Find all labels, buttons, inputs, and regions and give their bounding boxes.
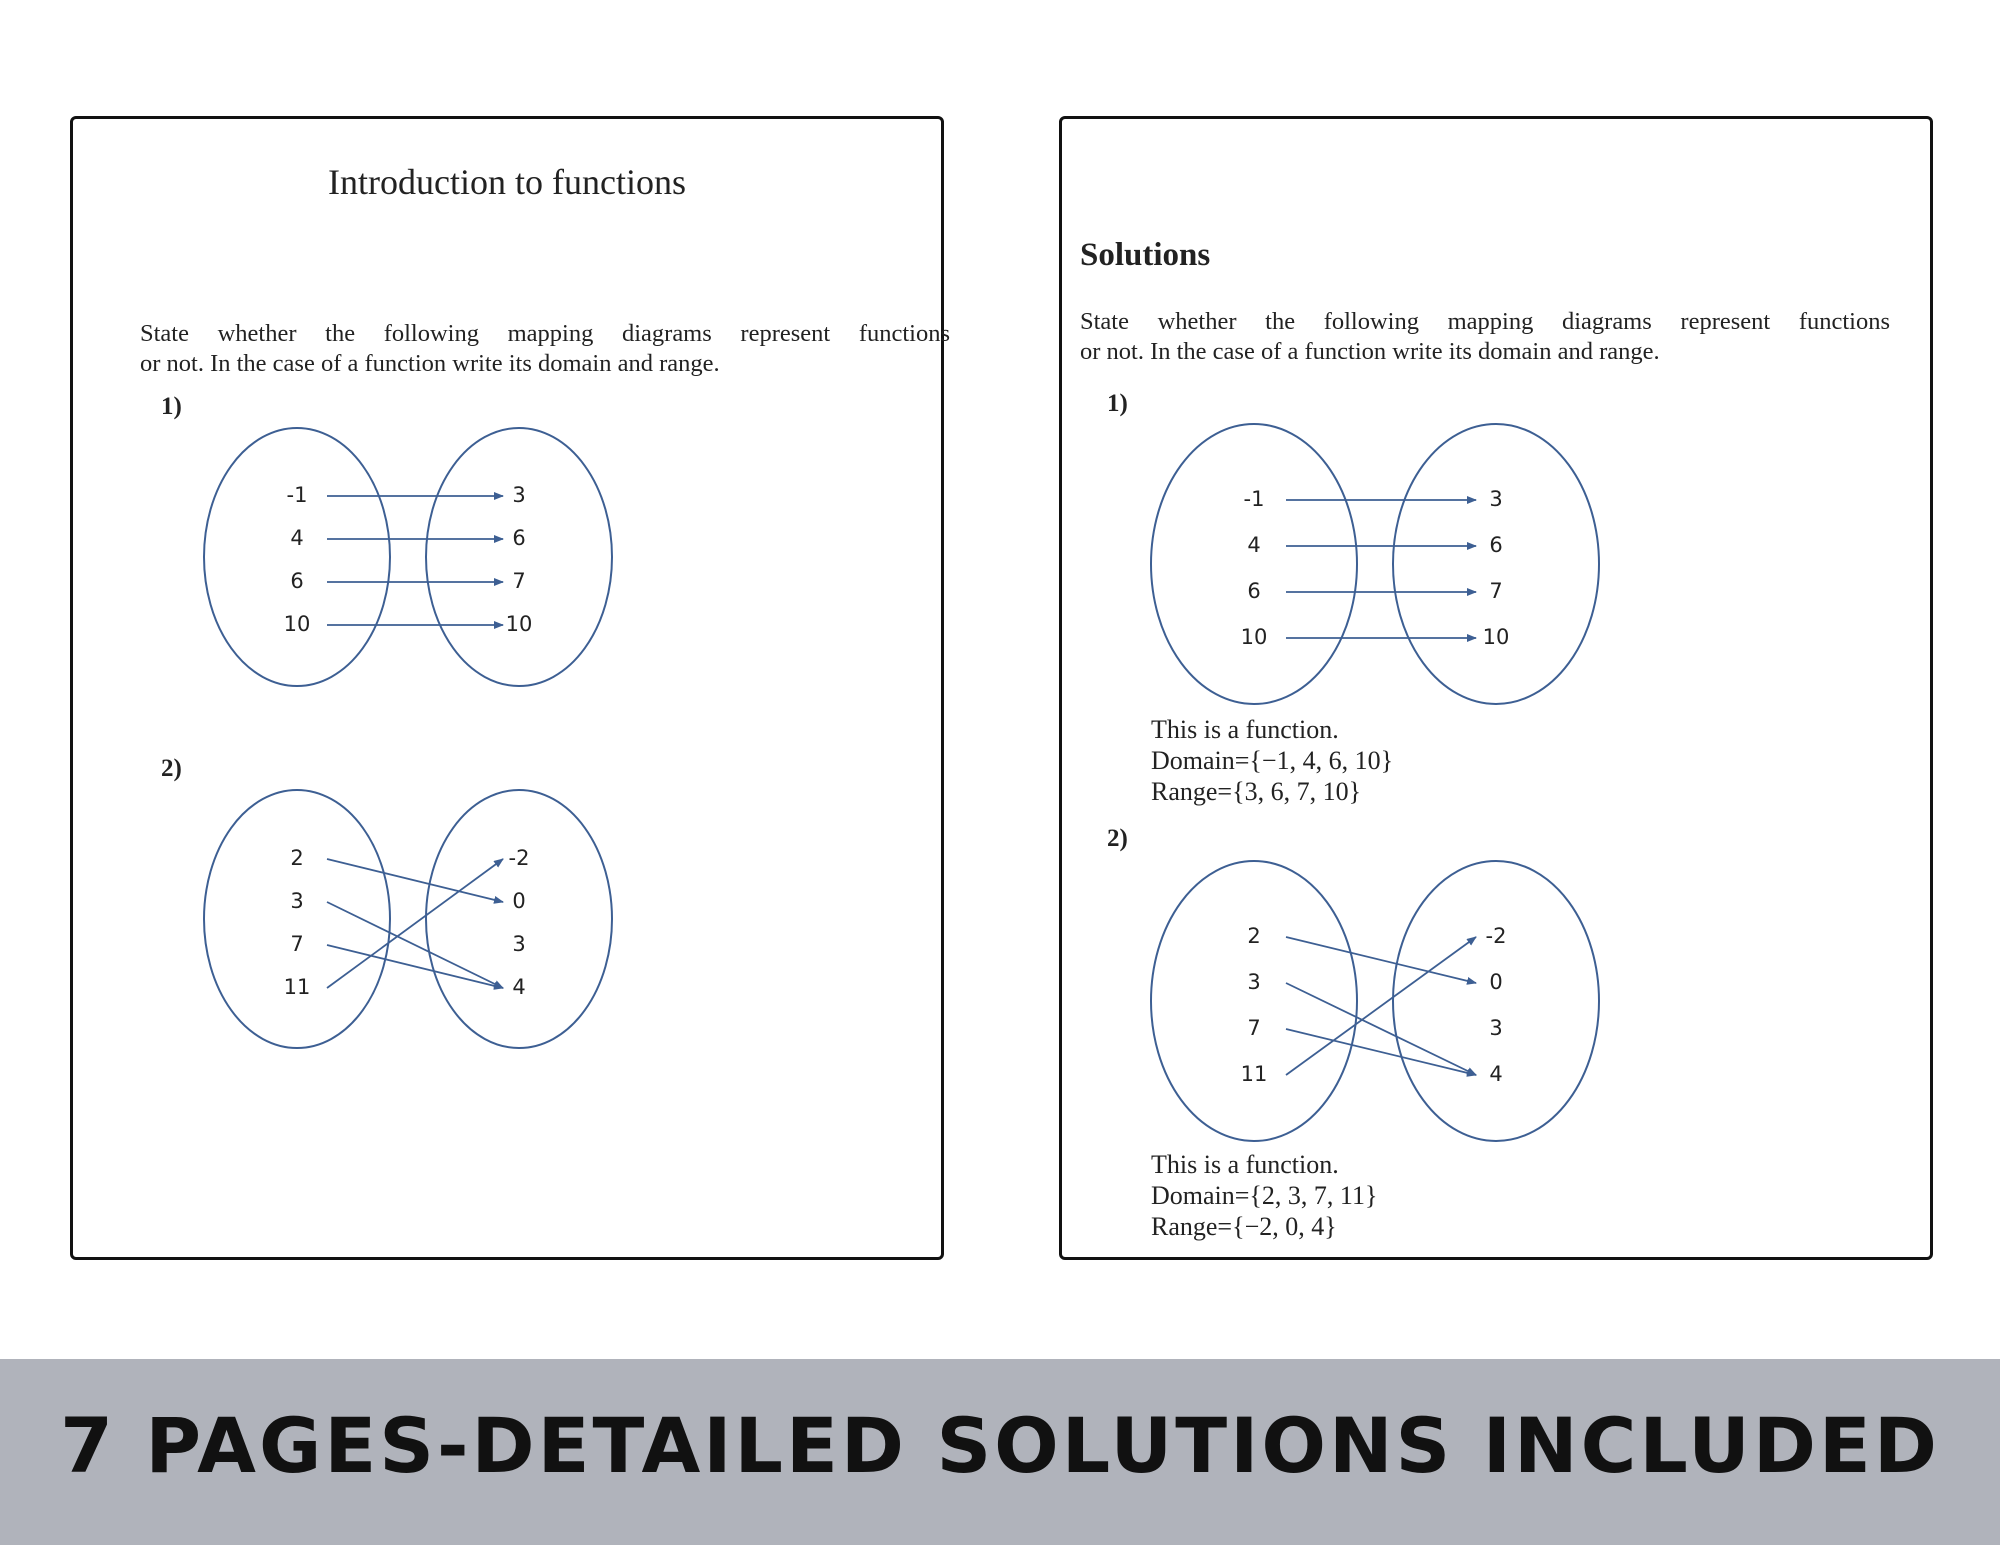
- answer-q1: [1151, 714, 1393, 807]
- mapping-arrow: [1286, 1029, 1476, 1075]
- mapping-diagram-q1: [1151, 424, 1601, 706]
- input-value: 6: [1247, 579, 1261, 603]
- output-value: -2: [1485, 924, 1507, 948]
- range-oval: [426, 790, 612, 1048]
- page-title: Introduction to functions: [328, 162, 686, 202]
- input-value: 7: [1247, 1016, 1261, 1040]
- output-value: 3: [512, 932, 526, 956]
- mapping-arrow: [327, 945, 503, 988]
- input-value: 11: [283, 975, 311, 999]
- input-value: 3: [1247, 970, 1261, 994]
- worksheet-page: [70, 116, 950, 1260]
- answer-q1-verdict: This is a function.: [1151, 715, 1339, 744]
- instructions: [140, 319, 950, 379]
- question-2-label: 2): [1107, 825, 1128, 852]
- answer-q2-domain: Domain={2, 3, 7, 11}: [1151, 1181, 1378, 1210]
- mapping-diagram-q2: [204, 789, 622, 1052]
- output-value: 0: [512, 889, 526, 913]
- input-value: 2: [1247, 924, 1261, 948]
- input-value: 10: [1240, 625, 1268, 649]
- mapping-arrow: [327, 859, 503, 902]
- mapping-arrow: [1286, 937, 1476, 1075]
- output-value: 6: [512, 526, 526, 550]
- answer-q2: [1151, 1149, 1377, 1242]
- domain-oval: [204, 428, 390, 686]
- solutions-page: [1059, 116, 1933, 1260]
- answer-q2-range: Range={−2, 0, 4}: [1151, 1212, 1337, 1241]
- input-value: 6: [290, 569, 304, 593]
- answer-q1-domain: Domain={−1, 4, 6, 10}: [1151, 746, 1394, 775]
- output-value: 6: [1489, 533, 1503, 557]
- output-value: 7: [512, 569, 526, 593]
- input-value: 10: [283, 612, 311, 636]
- domain-oval: [1151, 424, 1357, 704]
- instructions: [1080, 307, 1890, 367]
- question-2-label: 2): [161, 755, 182, 782]
- output-value: 3: [512, 483, 526, 507]
- input-value: 4: [1247, 533, 1261, 557]
- instructions-line-1: State whether the following mapping diagrams represent functions: [1080, 308, 1890, 335]
- mapping-diagram-q2: [1151, 860, 1601, 1142]
- domain-oval: [1151, 861, 1357, 1141]
- input-value: 4: [290, 526, 304, 550]
- question-1-label: 1): [1107, 390, 1128, 417]
- output-value: 10: [505, 612, 533, 636]
- input-value: -1: [1243, 487, 1265, 511]
- instructions-line-1: State whether the following mapping diagrams represent functions: [140, 320, 950, 347]
- range-oval: [1393, 424, 1599, 704]
- output-value: 0: [1489, 970, 1503, 994]
- question-1-label: 1): [161, 393, 182, 420]
- instructions-line-2: or not. In the case of a function write its domain and range.: [140, 350, 720, 377]
- output-value: 4: [1489, 1062, 1503, 1086]
- output-value: -2: [508, 846, 530, 870]
- mapping-arrow: [327, 859, 503, 988]
- instructions-line-2: or not. In the case of a function write its domain and range.: [1080, 338, 1660, 365]
- range-oval: [1393, 861, 1599, 1141]
- output-value: 3: [1489, 487, 1503, 511]
- promo-banner: [0, 1359, 2000, 1545]
- answer-q1-range: Range={3, 6, 7, 10}: [1151, 777, 1362, 806]
- mapping-diagram-q1: [204, 426, 622, 689]
- output-value: 7: [1489, 579, 1503, 603]
- input-value: 3: [290, 889, 304, 913]
- mapping-arrow: [1286, 983, 1476, 1075]
- range-oval: [426, 428, 612, 686]
- input-value: -1: [286, 483, 308, 507]
- answer-q2-verdict: This is a function.: [1151, 1150, 1339, 1179]
- input-value: 2: [290, 846, 304, 870]
- output-value: 10: [1482, 625, 1510, 649]
- output-value: 4: [512, 975, 526, 999]
- input-value: 7: [290, 932, 304, 956]
- solutions-heading: Solutions: [1080, 237, 1211, 273]
- mapping-arrow: [1286, 937, 1476, 983]
- output-value: 3: [1489, 1016, 1503, 1040]
- banner-text: 7 PAGES-DETAILED SOLUTIONS INCLUDED: [60, 1401, 1940, 1490]
- input-value: 11: [1240, 1062, 1268, 1086]
- mapping-arrow: [327, 902, 503, 988]
